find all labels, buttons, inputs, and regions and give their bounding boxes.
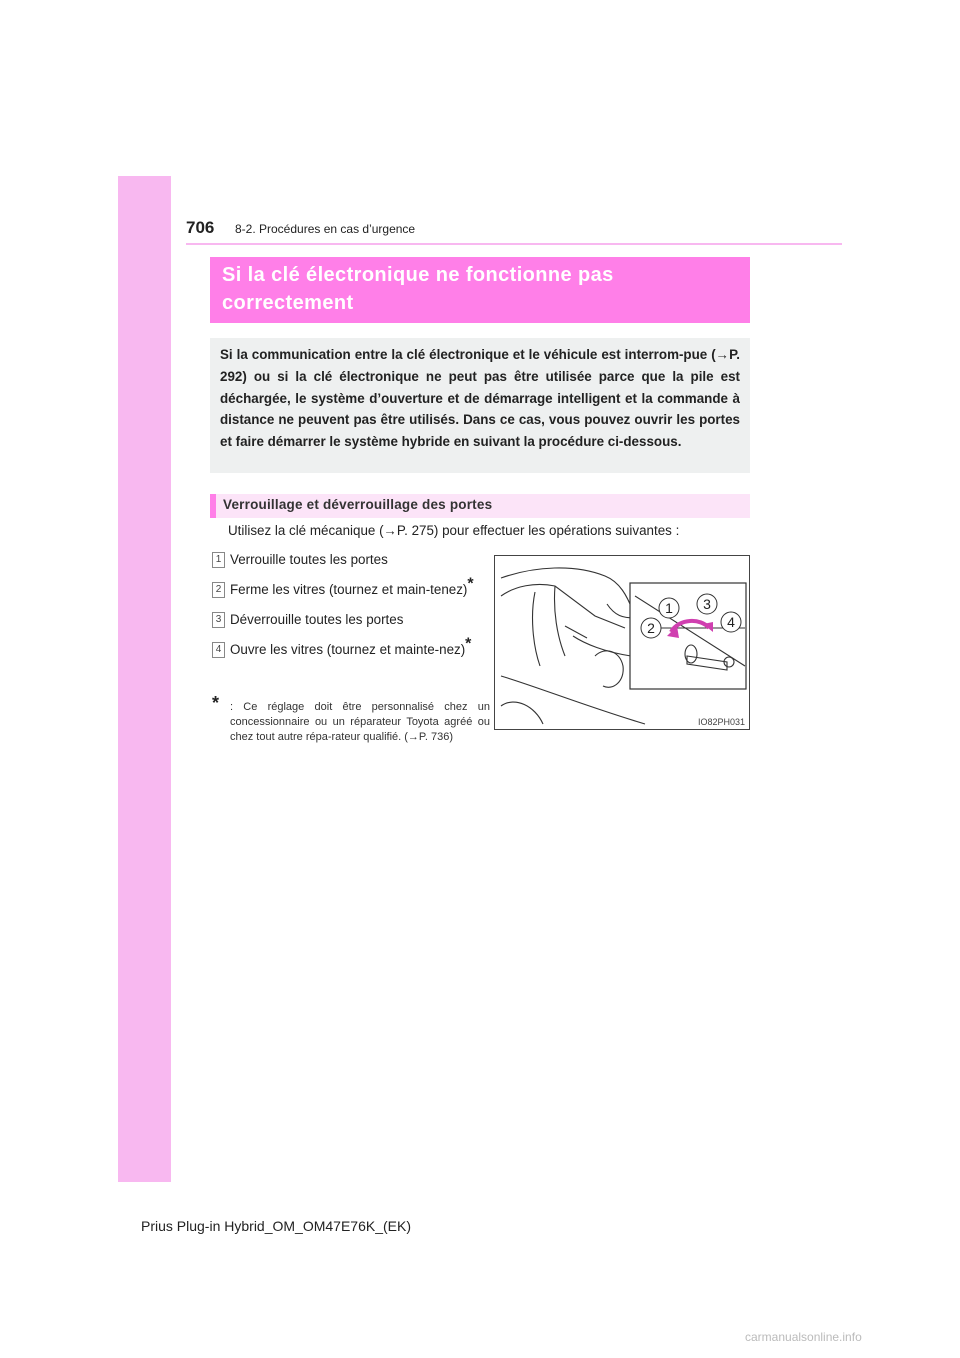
callout-2: 2	[647, 620, 655, 636]
side-tab-band	[118, 176, 171, 1182]
door-edge	[554, 586, 565, 656]
step-text: Verrouille toutes les portes	[230, 552, 388, 567]
step-text: Déverrouille toutes les portes	[230, 612, 404, 627]
watermark: carmanualsonline.info	[745, 1330, 862, 1344]
step-3	[212, 610, 490, 630]
window-line	[501, 584, 625, 628]
sill-line	[501, 676, 645, 724]
page-number: 706	[186, 218, 215, 237]
asterisk-mark: *	[465, 635, 472, 653]
subsection-title: Verrouillage et déverrouillage des portes	[223, 497, 493, 512]
lead-text: Utilisez la clé mécanique (→P. 275) pour effectuer les opérations suivantes :	[228, 523, 680, 538]
footnote-text: : Ce réglage doit être personnalisé chez un concessionnaire ou un réparateur Toyota agréé ou chez tout autre répa-rateur qualifié. (→P. 736)	[230, 701, 490, 743]
a-pillar	[533, 592, 540, 666]
wheel	[595, 651, 623, 688]
roof-line	[501, 568, 633, 611]
header-rule	[186, 243, 842, 245]
section-title-line2: correctement	[222, 292, 354, 314]
wheel-arch	[501, 702, 543, 724]
subsection-accent-bar	[210, 494, 216, 518]
body-crease	[573, 636, 631, 656]
footnote-star: *	[212, 693, 220, 713]
door-handle	[565, 626, 587, 638]
steps-list	[212, 550, 490, 670]
intro-box	[210, 338, 750, 473]
step-1	[212, 550, 490, 570]
car-door-key-drawing	[495, 556, 749, 729]
subsection-heading	[210, 494, 750, 518]
chapter-title: 8-2. Procédures en cas d’urgence	[235, 222, 416, 236]
step-number: 1	[212, 552, 225, 568]
callout-3: 3	[703, 596, 711, 612]
step-number: 4	[212, 642, 225, 658]
intro-text: Si la communication entre la clé électronique et le véhicule est interrom-pue (→P. 292) ou si la clé électronique ne peut pas être utilisée parce que la pile est déchargée, le système d’ouverture et de démarrage intelligent et la commande à distance ne peuvent pas être utilisés. Dans ce cas, vous pouvez ouvrir les portes et faire démarrer le système hybride en suivant la procédure ci-dessous.	[220, 347, 740, 450]
footer-model: Prius Plug-in Hybrid_OM_OM47E76K_(EK)	[141, 1218, 411, 1234]
step-text: Ouvre les vitres (tournez et mainte-nez)	[230, 642, 466, 657]
door-lock-illustration	[494, 555, 750, 730]
asterisk-mark: *	[467, 575, 474, 593]
callout-4: 4	[727, 614, 735, 630]
section-title-box	[210, 257, 750, 323]
step-4	[212, 635, 490, 660]
section-title-line1: Si la clé électronique ne fonctionne pas	[222, 264, 614, 286]
figure-id: IO82PH031	[697, 717, 745, 727]
step-number: 2	[212, 582, 225, 598]
step-2	[212, 575, 490, 600]
step-text: Ferme les vitres (tournez et main-tenez)	[230, 582, 468, 597]
footnote	[212, 693, 490, 745]
step-number: 3	[212, 612, 225, 628]
callout-1: 1	[665, 600, 673, 616]
